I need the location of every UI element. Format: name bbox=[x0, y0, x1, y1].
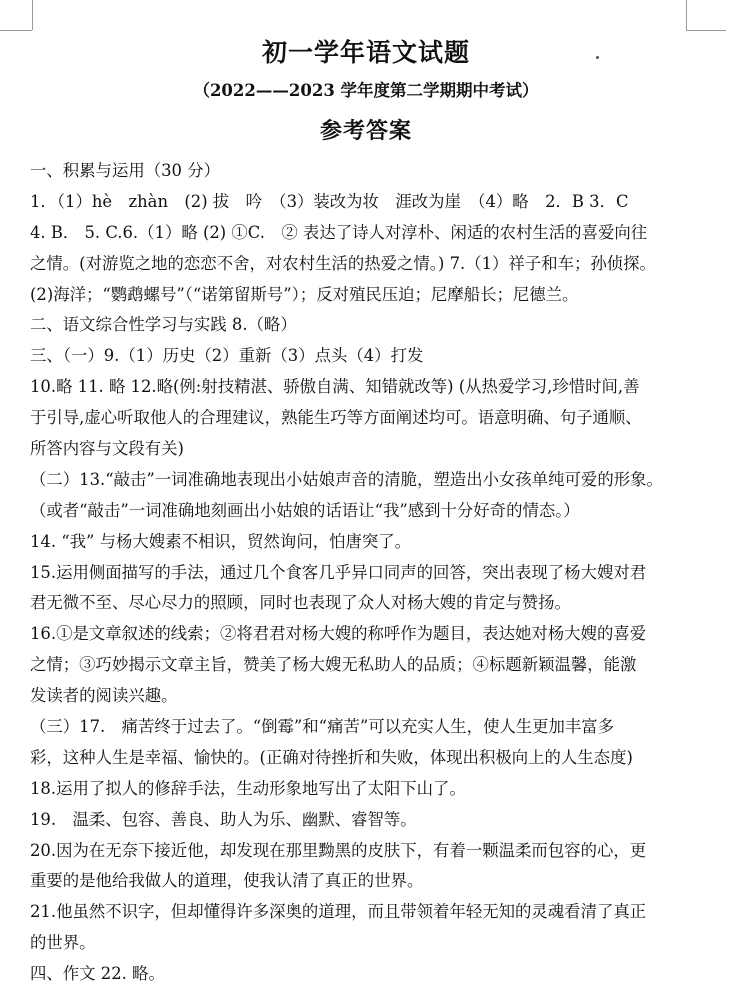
exam-title: 初一学年语文试题 bbox=[261, 38, 470, 67]
answer-line: 彩，这种人生是幸福、愉快的。(正确对待挫折和失败，体现出积极向上的人生态度) bbox=[30, 747, 633, 767]
answer-line: 三、（一）9.（1）历史（2）重新（3）点头（4）打发 bbox=[30, 346, 424, 366]
answer-line: （或者“敲击”一词准确地刻画出小姑娘的话语让“我”感到十分好奇的情态。） bbox=[30, 500, 580, 520]
answer-line: 二、语文综合性学习与实践 8.（略） bbox=[30, 315, 297, 335]
crop-mark-top-left-horizontal bbox=[0, 30, 32, 31]
answer-line: 14. “我” 与杨大嫂素不相识，贸然询问，怕唐突了。 bbox=[30, 531, 412, 551]
answer-line: 4. B． 5. C.6.（1）略 (2) ①C. ② 表达了诗人对淳朴、闲适的农村生活的喜爱向往 bbox=[30, 222, 648, 242]
answer-line: 之情。(对游览之地的恋恋不舍，对农村生活的热爱之情。) 7.（1）祥子和车；孙侦探。 bbox=[30, 253, 656, 273]
exam-subtitle: （2022——2023 学年度第二学期期中考试） bbox=[193, 81, 539, 100]
answer-line: （三）17. 痛苦终于过去了。“倒霉”和“痛苦”可以充实人生，使人生更加丰富多 bbox=[30, 717, 615, 737]
crop-mark-top-right-horizontal bbox=[686, 30, 726, 31]
crop-mark-top-right bbox=[686, 0, 687, 30]
answer-line: 重要的是他给我做人的道理，使我认清了真正的世界。 bbox=[30, 871, 424, 891]
answer-line: 的世界。 bbox=[30, 933, 96, 953]
answer-line: 于引导,虚心听取他人的合理建议，熟能生巧等方面阐述均可。语意明确、句子通顺、 bbox=[30, 408, 642, 428]
answer-line: 10.略 11. 略 12.略(例:射技精湛、骄傲自满、知错就改等) (从热爱学习,珍惜时间,善 bbox=[30, 377, 640, 397]
answer-line: (2)海洋；“鹦鹉螺号”（“诺第留斯号”）；反对殖民压迫；尼摩船长；尼德兰。 bbox=[30, 284, 579, 304]
crop-mark-top-left bbox=[32, 0, 33, 30]
answer-line: 21.他虽然不识字，但却懂得许多深奥的道理，而且带领着年轻无知的灵魂看清了真正 bbox=[30, 902, 647, 922]
answer-line: 18.运用了拟人的修辞手法，生动形象地写出了太阳下山了。 bbox=[30, 778, 466, 798]
answer-line: 15.运用侧面描写的手法，通过几个食客几乎异口同声的回答，突出表现了杨大嫂对君 bbox=[30, 562, 647, 582]
answer-line: 之情；③巧妙揭示文章主旨，赞美了杨大嫂无私助人的品质；④标题新颖温馨，能激 bbox=[30, 655, 637, 675]
answer-line: 发读者的阅读兴趣。 bbox=[30, 686, 178, 706]
answer-heading: 参考答案 bbox=[319, 118, 412, 144]
answer-line: 一、积累与运用（30 分） bbox=[30, 161, 220, 180]
answer-line: 所答内容与文段有关) bbox=[30, 439, 184, 459]
answer-line: 19. 温柔、包容、善良、助人为乐、幽默、睿智等。 bbox=[30, 809, 417, 829]
answer-body bbox=[30, 156, 706, 990]
answer-line: （二）13.“敲击”一词准确地表现出小姑娘声音的清脆，塑造出小女孩单纯可爱的形象。 bbox=[30, 469, 663, 489]
answer-line: 君无微不至、尽心尽力的照顾，同时也表现了众人对杨大嫂的肯定与赞扬。 bbox=[30, 593, 571, 613]
answer-line: 16.①是文章叙述的线索；②将君君对杨大嫂的称呼作为题目，表达她对杨大嫂的喜爱 bbox=[30, 624, 647, 644]
answer-line: 四、作文 22. 略。 bbox=[30, 964, 165, 984]
answer-line: 1．（1）hè zhàn (2) 拔 吟 （3）装改为妆 涯改为崖 （4）略 2．B 3．C bbox=[30, 191, 629, 211]
answer-line: 20.因为在无奈下接近他，却发现在那里黝黑的皮肤下，有着一颗温柔而包容的心，更 bbox=[30, 840, 647, 860]
